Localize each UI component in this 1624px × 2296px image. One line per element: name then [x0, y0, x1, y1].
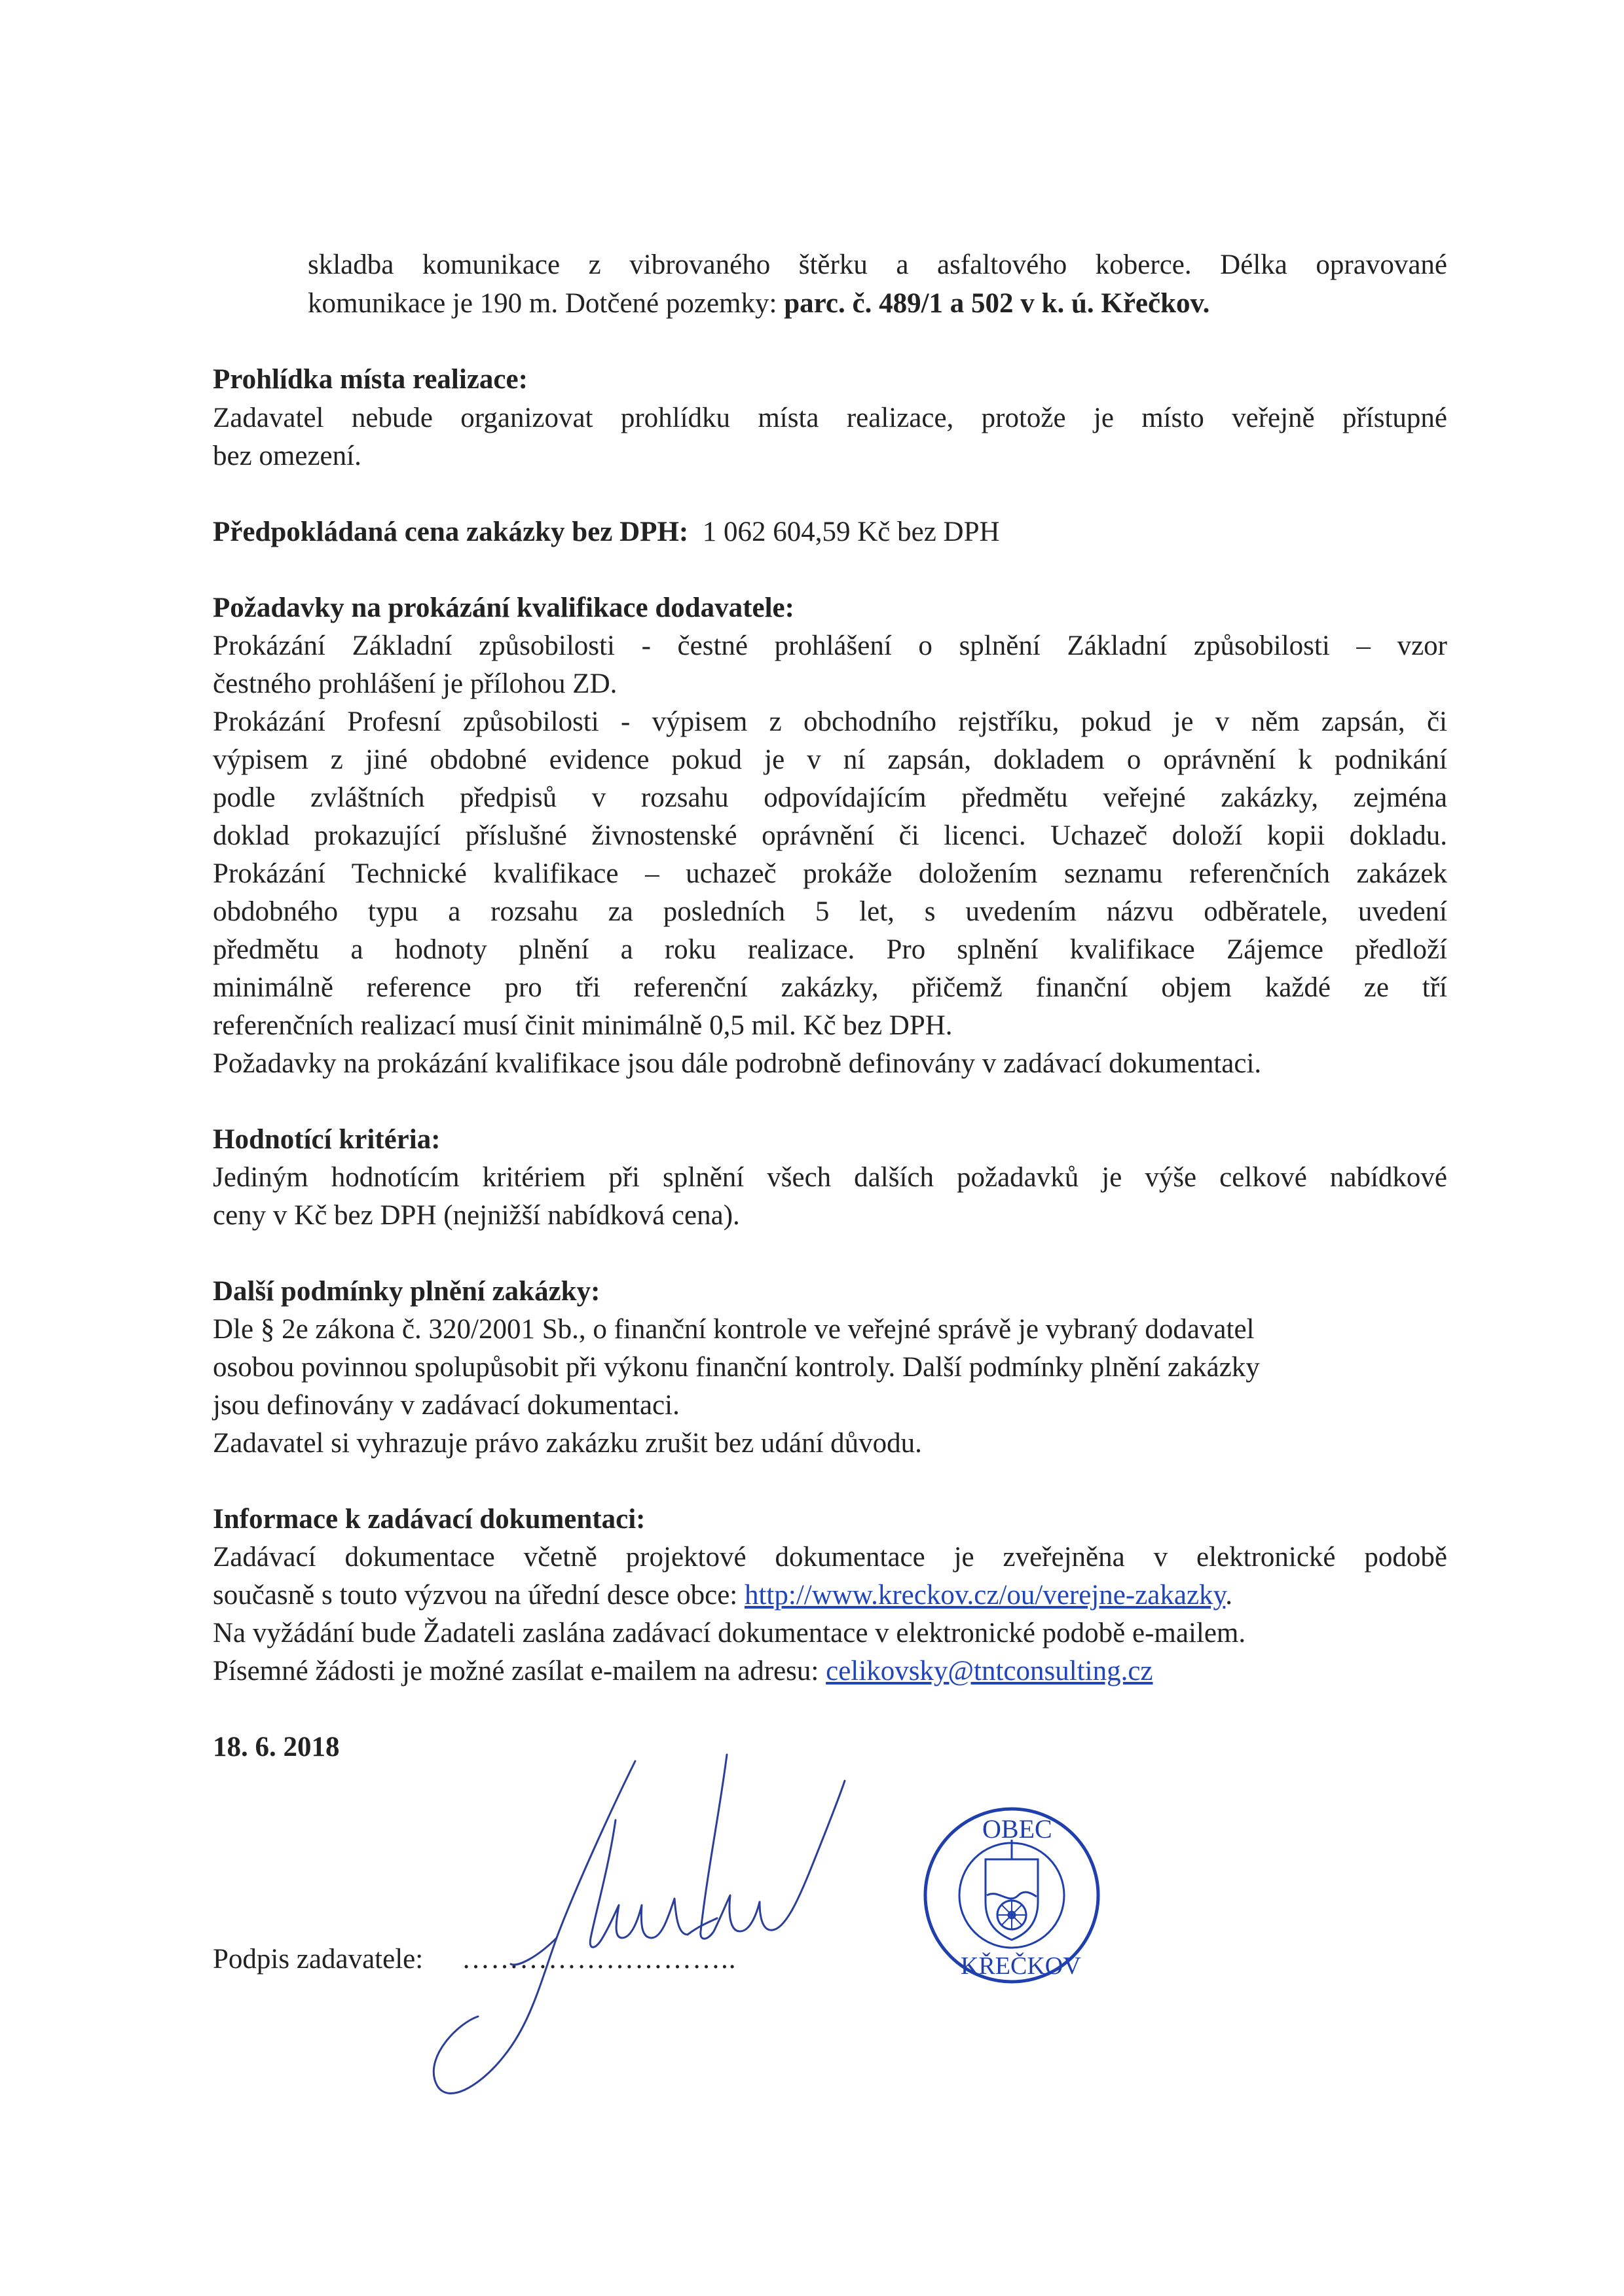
- heading-kvalifikace: Požadavky na prokázání kvalifikace dodavatele:: [213, 592, 794, 623]
- heading-prohlidka: Prohlídka místa realizace:: [213, 364, 528, 395]
- kvalifikace-line: Prokázání Základní způsobilosti - čestné prohlášení o splnění Základní způsobilosti – vzor: [213, 630, 1447, 661]
- price-line: [213, 515, 1000, 550]
- dokumentace-line-1: Zadávací dokumentace včetně projektové dokumentace je zveřejněna v elektronické podobě: [213, 1542, 1447, 1573]
- podminky-line: osobou povinnou spolupůsobit při výkonu finanční kontroly. Další podmínky plnění zakázky: [213, 1352, 1260, 1383]
- stamp-top-text: OBEC: [982, 1814, 1052, 1844]
- kvalifikace-line: předmětu a hodnoty plnění a roku realizace. Pro splnění kvalifikace Zájemce předloží: [213, 934, 1447, 965]
- signature-dots: ………………………..: [462, 1944, 737, 1975]
- heading-dokumentace: Informace k zadávací dokumentaci:: [213, 1504, 646, 1535]
- dokumentace-line-2-end: .: [1225, 1580, 1232, 1611]
- kvalifikace-line: výpisem z jiné obdobné evidence pokud je v ní zapsán, dokladem o oprávnění k podnikání: [213, 744, 1447, 775]
- kvalifikace-line: Prokázání Profesní způsobilosti - výpisem z obchodního rejstříku, pokud je v něm zapsán, či: [213, 706, 1447, 737]
- podminky-line: jsou definovány v zadávací dokumentaci.: [213, 1390, 680, 1421]
- intro-line-2-text: komunikace je 190 m. Dotčené pozemky:: [308, 288, 784, 319]
- stamp-bottom-text: KŘEČKOV: [961, 1952, 1081, 1980]
- dokumentace-line-2-text: současně s touto výzvou na úřední desce obce:: [213, 1580, 745, 1611]
- podminky-line: Zadavatel si vyhrazuje právo zakázku zrušit bez udání důvodu.: [213, 1428, 922, 1459]
- kvalifikace-line: minimálně reference pro tři referenční zakázky, přičemž finanční objem každé ze tří: [213, 972, 1447, 1003]
- price-value: 1 062 604,59 Kč bez DPH: [702, 517, 1000, 547]
- price-label: Předpokládaná cena zakázky bez DPH:: [213, 517, 689, 547]
- kriteria-line-1: Jediným hodnotícím kritériem při splnění všech dalších požadavků je výše celkové nabídkové: [213, 1162, 1447, 1193]
- kvalifikace-line: obdobného typu a rozsahu za posledních 5 let, s uvedením názvu odběratele, uvedení: [213, 896, 1447, 927]
- prohlidka-line-2: bez omezení.: [213, 441, 361, 471]
- kvalifikace-line: podle zvláštních předpisů v rozsahu odpovídajícím předmětu veřejné zakázky, zejména: [213, 782, 1447, 813]
- dokumentace-line-2: [213, 1578, 1232, 1613]
- dokumentace-line-4: [213, 1654, 1153, 1689]
- heading-podminky: Další podmínky plnění zakázky:: [213, 1276, 600, 1307]
- kvalifikace-line: Prokázání Technické kvalifikace – uchazeč prokáže doložením seznamu referenčních zakázek: [213, 858, 1447, 889]
- parcel-reference: parc. č. 489/1 a 502 v k. ú. Křečkov.: [784, 288, 1210, 319]
- municipal-stamp: [913, 1797, 1110, 1994]
- handwritten-signature: [419, 1741, 891, 2134]
- intro-line-2: [308, 286, 1209, 321]
- podminky-line: Dle § 2e zákona č. 320/2001 Sb., o finanční kontrole ve veřejné správě je vybraný dodavatel: [213, 1314, 1255, 1345]
- email-link[interactable]: celikovsky@tntconsulting.cz: [826, 1656, 1153, 1686]
- kvalifikace-line: Požadavky na prokázání kvalifikace jsou dále podrobně definovány v zadávací dokumentaci.: [213, 1048, 1262, 1079]
- dokumentace-line-3: Na vyžádání bude Žadateli zaslána zadávací dokumentace v elektronické podobě e-mailem.: [213, 1618, 1246, 1649]
- signature-label: Podpis zadavatele:: [213, 1944, 424, 1975]
- kriteria-line-2: ceny v Kč bez DPH (nejnižší nabídková cena).: [213, 1200, 740, 1231]
- kvalifikace-line: čestného prohlášení je přílohou ZD.: [213, 668, 618, 699]
- verejne-zakazky-link[interactable]: http://www.kreckov.cz/ou/verejne-zakazky: [744, 1580, 1226, 1611]
- kvalifikace-line: referenčních realizací musí činit minimálně 0,5 mil. Kč bez DPH.: [213, 1010, 953, 1041]
- prohlidka-line-1: Zadavatel nebude organizovat prohlídku místa realizace, protože je místo veřejně přístupné: [213, 403, 1447, 433]
- heading-kriteria: Hodnotící kritéria:: [213, 1124, 441, 1155]
- kvalifikace-line: doklad prokazující příslušné živnostenské oprávnění či licenci. Uchazeč doloží kopii dokladu.: [213, 820, 1447, 851]
- dokumentace-line-4-text: Písemné žádosti je možné zasílat e-mailem na adresu:: [213, 1656, 826, 1686]
- intro-line-1: skladba komunikace z vibrovaného štěrku a asfaltového koberce. Délka opravované: [308, 249, 1447, 280]
- document-date: 18. 6. 2018: [213, 1732, 340, 1762]
